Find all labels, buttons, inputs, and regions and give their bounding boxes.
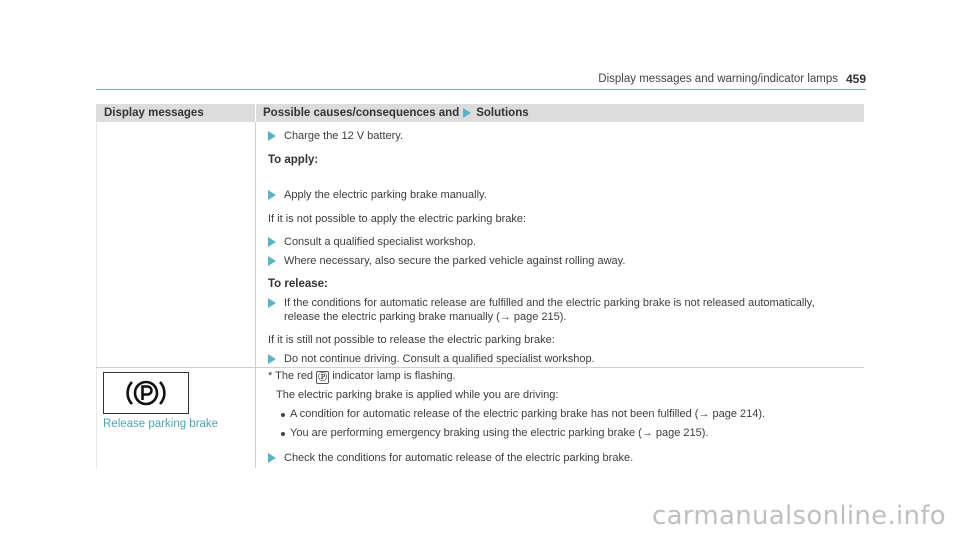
col-header-display-messages: Display messages: [96, 104, 256, 122]
row2-message-cell: [96, 368, 256, 468]
paragraph: The electric parking brake is applied while you are driving:: [276, 389, 559, 401]
solution-arrow-icon: [463, 108, 471, 118]
row2-solution-cell: [256, 368, 864, 468]
col-header-causes-solutions: [256, 104, 529, 122]
col-header-suffix: Solutions: [476, 107, 529, 119]
bullet-text: You are performing emergency braking using the electric parking brake (→ page 215).: [290, 427, 709, 439]
parking-brake-lamp-icon: Ⓟ: [318, 372, 328, 382]
bullet-dot: [281, 432, 285, 436]
page-number: 459: [845, 72, 866, 86]
row1-message-cell: [96, 122, 256, 367]
list-item: [284, 452, 633, 464]
release-heading: To release:: [268, 278, 328, 290]
step-text: If the conditions for automatic release are fulfilled and the electric parking brake is not released automatically,: [284, 297, 815, 309]
step-text-continued: release the electric parking brake manually (→ page 215).: [284, 311, 567, 323]
step-text: Charge the 12 V battery.: [284, 130, 404, 142]
list-item: [290, 408, 765, 420]
lamp-text-pre: The red: [275, 370, 314, 382]
display-messages-table: [96, 104, 864, 468]
list-item: [284, 353, 595, 365]
list-item: [284, 255, 625, 267]
list-item: [284, 189, 487, 201]
list-item: [284, 130, 403, 142]
asterisk: *: [268, 370, 273, 382]
solution-arrow-icon: [268, 354, 276, 364]
parking-brake-icon: [103, 372, 189, 414]
step-text: Where necessary, also secure the parked vehicle against rolling away.: [284, 255, 626, 267]
col-header-prefix: Possible causes/consequences and: [263, 107, 460, 119]
header-title: Display messages and warning/indicator lamps: [598, 73, 838, 85]
list-item: [284, 236, 476, 248]
step-text: Check the conditions for automatic release of the electric parking brake.: [284, 452, 634, 464]
lamp-flashing-text: [268, 370, 456, 384]
table-row: [96, 122, 864, 368]
solution-arrow-icon: [268, 453, 276, 463]
release-parking-brake-label: Release parking brake: [103, 418, 219, 430]
paragraph: If it is still not possible to release the electric parking brake:: [268, 334, 555, 346]
bullet-text: A condition for automatic release of the electric parking brake has not been fulfilled (→ page 214).: [290, 408, 766, 420]
table-row: [96, 368, 864, 468]
list-item: [284, 297, 815, 309]
step-text: Consult a qualified specialist workshop.: [284, 236, 476, 248]
step-text: Apply the electric parking brake manually.: [284, 189, 487, 201]
page-header: [96, 71, 866, 90]
apply-heading: To apply:: [268, 154, 319, 166]
row1-solution-cell: [256, 122, 864, 367]
solution-arrow-icon: [268, 298, 276, 308]
watermark: carmanualsonline.info: [651, 501, 946, 531]
solution-arrow-icon: [268, 237, 276, 247]
lamp-text-post: indicator lamp is flashing.: [332, 370, 456, 382]
solution-arrow-icon: [268, 190, 276, 200]
solution-arrow-icon: [268, 131, 276, 141]
table-header-row: [96, 104, 864, 122]
bullet-dot: [281, 413, 285, 417]
list-item: [290, 427, 708, 439]
paragraph: If it is not possible to apply the electric parking brake:: [268, 213, 527, 225]
solution-arrow-icon: [268, 256, 276, 266]
step-text: Do not continue driving. Consult a qualified specialist workshop.: [284, 353, 595, 365]
